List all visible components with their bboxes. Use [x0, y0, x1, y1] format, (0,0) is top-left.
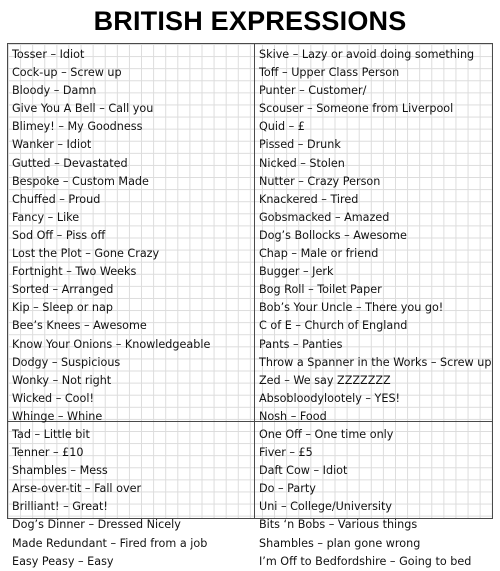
- expression-entry: Nicked – Stolen: [259, 156, 345, 170]
- expression-entry: Sorted – Arranged: [12, 283, 114, 297]
- expression-entry: Quid – £: [259, 120, 305, 134]
- expression-entry: One Off – One time only: [259, 427, 394, 441]
- expression-entry: Skive – Lazy or avoid doing something: [259, 48, 475, 61]
- expression-entry: Toff – Upper Class Person: [259, 66, 400, 80]
- expression-entry: Fiver – £5: [259, 446, 313, 460]
- expression-entry: Blimey! – My Goodness: [12, 120, 143, 134]
- right-column: [259, 46, 491, 571]
- expression-entry: Tenner – £10: [12, 446, 84, 460]
- expression-entry: Shambles – Mess: [12, 464, 108, 478]
- expression-entry: Bloody – Damn: [12, 84, 97, 98]
- expression-entry: Absobloodylootely – YES!: [259, 391, 401, 405]
- expression-entry: Bee’s Knees – Awesome: [12, 319, 147, 333]
- expression-entry: Cock-up – Screw up: [12, 66, 122, 80]
- expression-entry: Give You A Bell – Call you: [12, 102, 154, 116]
- expression-entry: Bugger – Jerk: [259, 265, 334, 279]
- expression-entry: Bespoke – Custom Made: [12, 174, 149, 188]
- expression-entry: Uni – College/University: [259, 500, 393, 514]
- expression-entry: Dog’s Bollocks – Awesome: [259, 228, 407, 242]
- expression-entry: Brilliant! – Great!: [12, 500, 108, 514]
- expression-entry: Bits ‘n Bobs – Various things: [259, 518, 418, 532]
- expressions-table: [7, 43, 493, 568]
- expression-entry: Scouser – Someone from Liverpool: [259, 102, 454, 116]
- expression-entry: Wonky – Not right: [12, 373, 112, 387]
- expression-entry: Wanker – Idiot: [12, 138, 92, 152]
- expression-entry: Fancy – Like: [12, 210, 80, 224]
- expression-entry: Do – Party: [259, 482, 316, 496]
- expression-entry: Easy Peasy – Easy: [12, 554, 114, 568]
- expression-entry: Nutter – Crazy Person: [259, 174, 381, 188]
- expression-entry: Nosh – Food: [259, 409, 327, 423]
- column-divider: [254, 44, 255, 518]
- expression-entry: Know Your Onions – Knowledgeable: [12, 337, 211, 351]
- expression-entry: Arse-over-tit – Fall over: [12, 482, 142, 496]
- expression-entry: Gutted – Devastated: [12, 156, 128, 170]
- expression-entry: Punter – Customer/: [259, 84, 367, 98]
- expression-entry: Dog’s Dinner – Dressed Nicely: [12, 518, 181, 532]
- expression-entry: Knackered – Tired: [259, 192, 359, 206]
- expression-entry: Wicked – Cool!: [12, 391, 94, 405]
- expression-entry: Whinge – Whine: [12, 409, 103, 423]
- expression-entry: Bob’s Your Uncle – There you go!: [259, 301, 444, 315]
- expression-entry: I’m Off to Bedfordshire – Going to bed: [259, 554, 472, 568]
- expression-entry: Tosser – Idiot: [12, 48, 85, 61]
- expression-entry: Gobsmacked – Amazed: [259, 210, 390, 224]
- expression-entry: Chap – Male or friend: [259, 247, 379, 261]
- expression-entry: Bog Roll – Toilet Paper: [259, 283, 382, 297]
- expression-entry: Kip – Sleep or nap: [12, 301, 113, 315]
- expression-entry: Lost the Plot – Gone Crazy: [12, 247, 160, 261]
- expression-entry: Zed – We say ZZZZZZZ: [259, 373, 391, 387]
- expression-entry: Shambles – plan gone wrong: [259, 536, 421, 550]
- left-column: [12, 46, 252, 571]
- expression-entry: Pants – Panties: [259, 337, 343, 351]
- expression-entry: Chuffed – Proud: [12, 192, 101, 206]
- expression-entry: Fortnight – Two Weeks: [12, 265, 137, 279]
- expression-entry: Throw a Spanner in the Works – Screw up: [259, 355, 492, 369]
- page-title: BRITISH EXPRESSIONS: [93, 6, 407, 36]
- expression-entry: C of E – Church of England: [259, 319, 408, 333]
- expression-entry: Dodgy – Suspicious: [12, 355, 121, 369]
- expression-entry: Daft Cow – Idiot: [259, 464, 348, 478]
- expression-entry: Pissed – Drunk: [259, 138, 341, 152]
- expression-entry: Tad – Little bit: [12, 427, 90, 441]
- expression-entry: Made Redundant – Fired from a job: [12, 536, 208, 550]
- expression-entry: Sod Off – Piss off: [12, 228, 106, 242]
